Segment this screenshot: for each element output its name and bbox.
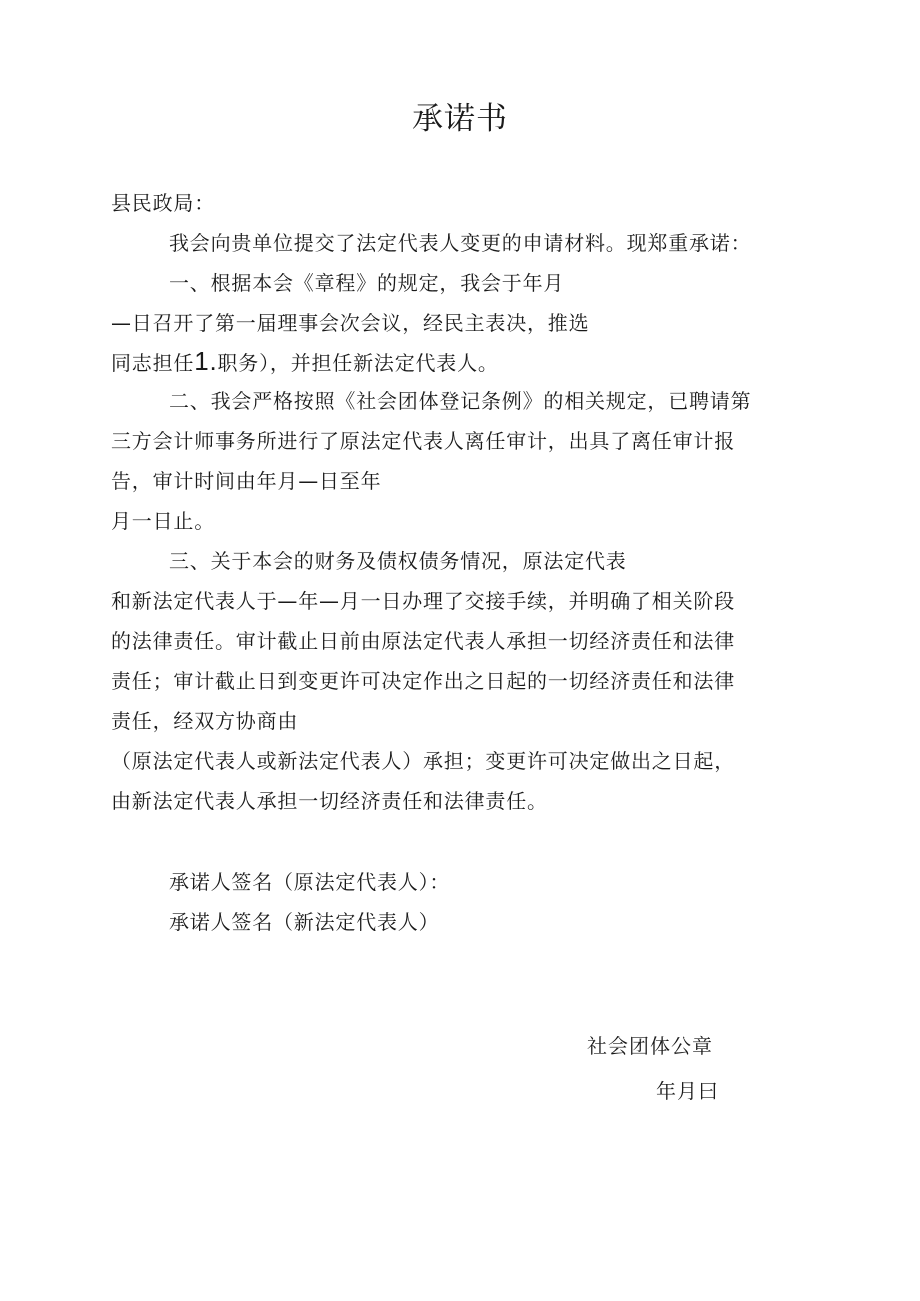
para3-line1: 三、关于本会的财务及债权债务情况，原法定代表	[169, 549, 627, 573]
signature-new-representative: 承诺人签名（新法定代表人）	[169, 910, 440, 934]
para3-line3: 的法律责任。审计截止日前由原法定代表人承担一切经济责任和法律	[111, 629, 735, 653]
para2-line2: 三方会计师事务所进行了原法定代表人离任审计，出具了离任审计报	[111, 429, 735, 453]
para1-line2: —日召开了第一届理事会次会议，经民主表决，推选	[111, 311, 590, 335]
page-title: 承诺书	[412, 101, 508, 137]
para3-line4: 责任；审计截止日到变更许可决定作出之日起的一切经济责任和法律	[111, 669, 735, 693]
signature-original-representative: 承诺人签名（原法定代表人）：	[169, 870, 451, 894]
para3-line5: 责任，经双方协商由	[111, 709, 299, 733]
intro-paragraph: 我会向贵单位提交了法定代表人变更的申请材料。现郑重承诺：	[169, 231, 752, 255]
seal-date-label: 年月曰	[656, 1079, 719, 1103]
para1-line3-text-b: 职务），并担任新法定代表人。	[217, 351, 499, 375]
para2-line4: 月一日止。	[111, 509, 215, 533]
para1-line1: 一、根据本会《章程》的规定，我会于年月	[169, 271, 565, 295]
organization-seal-label: 社会团体公章	[587, 1034, 713, 1058]
para3-line7: 由新法定代表人承担一切经济责任和法律责任。	[111, 789, 548, 813]
para2-line3: 告，审计时间由年月—日至年	[111, 469, 382, 493]
para1-line3-number: 1.	[194, 346, 218, 376]
salutation: 县民政局：	[111, 191, 215, 215]
para1-line3-text-a: 同志担任	[111, 351, 195, 375]
para1-line3	[111, 347, 499, 377]
para2-line1: 二、我会严格按照《社会团体登记条例》的相关规定，已聘请第	[169, 389, 752, 413]
para3-line6: （原法定代表人或新法定代表人）承担；变更许可决定做出之日起，	[111, 749, 735, 773]
para3-line2: 和新法定代表人于—年—月一日办理了交接手续，并明确了相关阶段	[111, 589, 735, 613]
